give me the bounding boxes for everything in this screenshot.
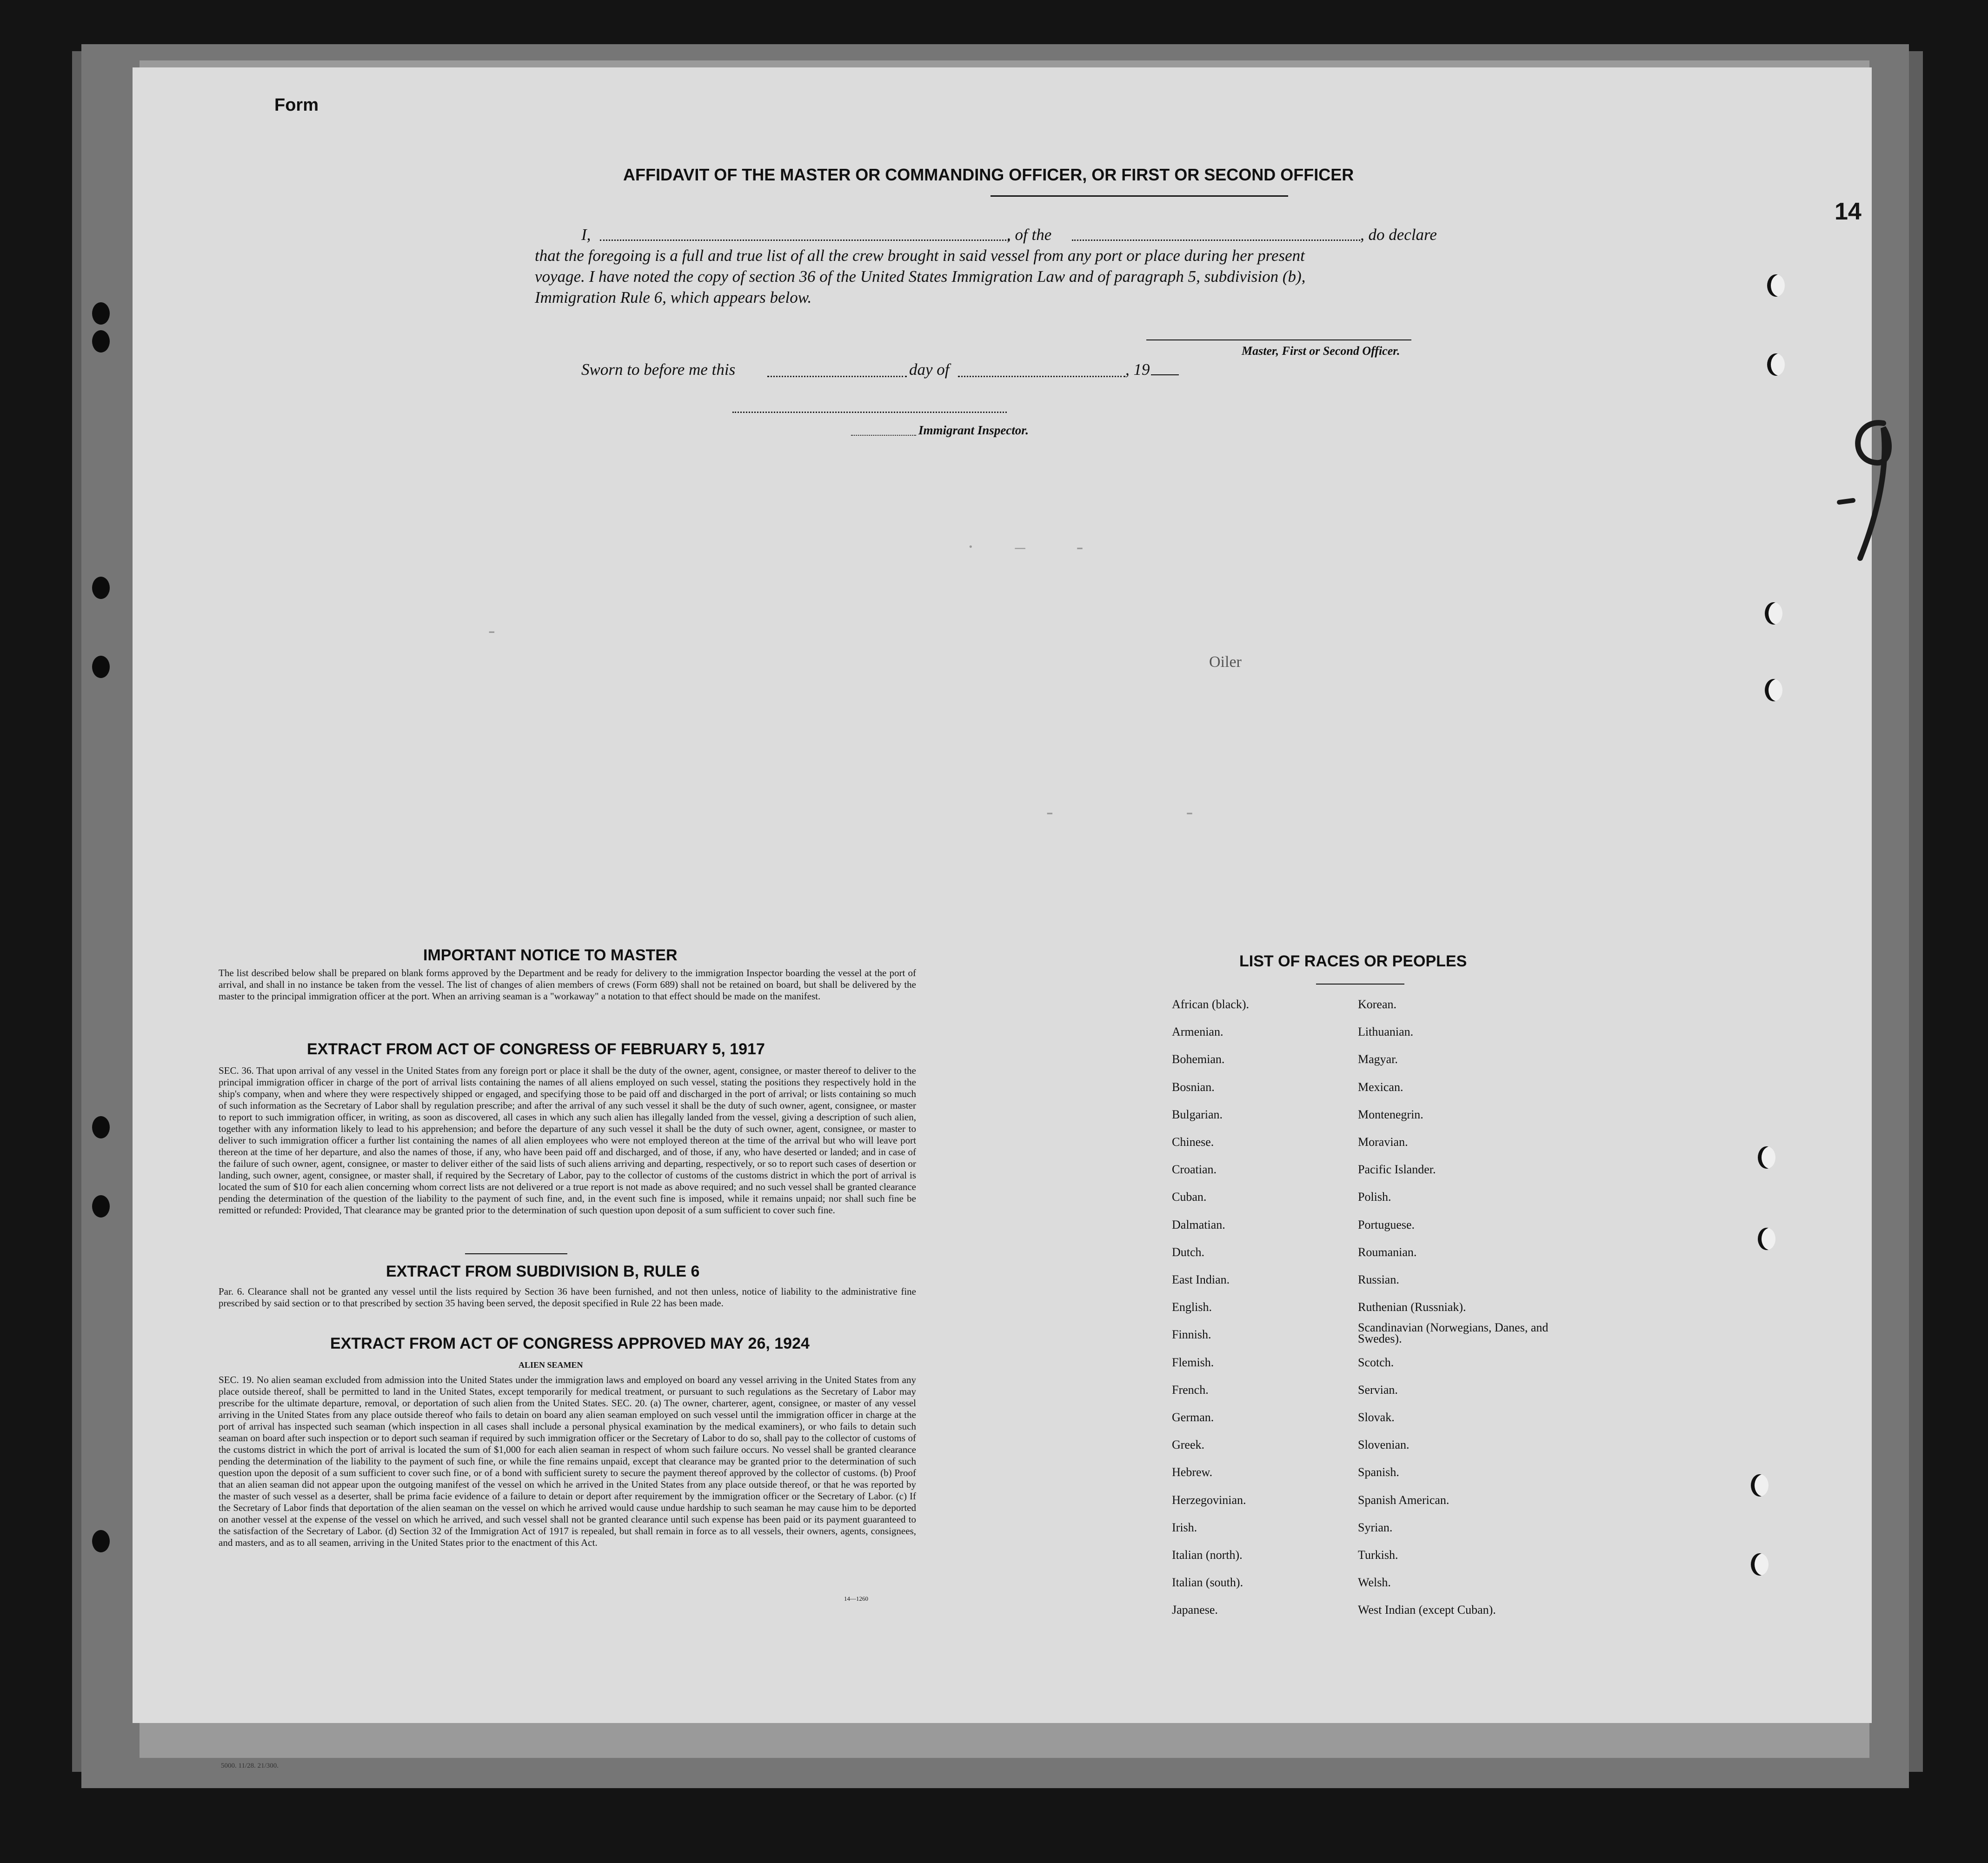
divider bbox=[1316, 984, 1404, 985]
race-item: Montenegrin. bbox=[1358, 1107, 1423, 1121]
race-item: East Indian. bbox=[1172, 1273, 1230, 1286]
punch-hole bbox=[1765, 602, 1782, 625]
extract-1917-title: EXTRACT FROM ACT OF CONGRESS OF FEBRUARY 5, 1917 bbox=[307, 1040, 765, 1058]
race-item: Syrian. bbox=[1358, 1520, 1393, 1534]
race-item: Greek. bbox=[1172, 1438, 1205, 1452]
form-label: Form bbox=[274, 95, 319, 115]
vessel-blank bbox=[1072, 240, 1360, 241]
year-blank bbox=[1151, 374, 1179, 375]
divider bbox=[991, 195, 1288, 197]
affidavit-line1-b: , of the bbox=[1007, 226, 1052, 244]
race-item: Ruthenian (Russniak). bbox=[1358, 1300, 1466, 1314]
race-item: Italian (north). bbox=[1172, 1548, 1243, 1562]
race-item: Polish. bbox=[1358, 1190, 1391, 1204]
race-item: Korean. bbox=[1358, 998, 1397, 1011]
race-item: Croatian. bbox=[1172, 1163, 1217, 1177]
sworn-text-a: Sworn to before me this bbox=[581, 360, 736, 379]
extract-1924-subtitle: ALIEN SEAMEN bbox=[519, 1360, 583, 1370]
race-item: Spanish. bbox=[1358, 1465, 1399, 1479]
month-blank bbox=[958, 376, 1125, 377]
binder-hole bbox=[92, 577, 110, 599]
race-item: Italian (south). bbox=[1172, 1576, 1243, 1590]
race-item: Scotch. bbox=[1358, 1355, 1394, 1369]
extract-rule6-title: EXTRACT FROM SUBDIVISION B, RULE 6 bbox=[386, 1263, 700, 1280]
extract-rule6-body: Par. 6. Clearance shall not be granted any vessel until the lists required by Section 36 have been furnished, and not then unless, notice of liability to the administrative fine prescribed by said section or to that prescribed by section 35 having been served, the deposit specified in Rule 22 has been made. bbox=[219, 1286, 916, 1309]
race-item: Roumanian. bbox=[1358, 1245, 1417, 1259]
notice-body: The list described below shall be prepared on blank forms approved by the Department and be ready for delivery to the immigration Inspector boarding the vessel at the port of arrival, and shall in no instance be taken from the vessel. The list of changes of alien members of crews (Form 689) shall not be retained on board, but shall be delivered by the master to the principal immigration officer at the port. When an arriving seaman is a "workaway" a notation to that effect should be made on the manifest. bbox=[219, 967, 916, 1002]
page-number: 14 bbox=[1835, 198, 1862, 225]
extract-1924-body: SEC. 19. No alien seaman excluded from admission into the United States under the immigration laws and employed on board any vessel arriving in the United States from any place outside thereof, shall be permitted to land in the United States, except temporarily for medical treatment, or pursuant to such regulations as the Secretary of Labor may prescribe for the ultimate departure, removal, or deportation of such alien from the United States. SEC. 20. (a) The owner, charterer, agent, consignee, or master of any vessel arriving in the United States from any place outside thereof who fails to detain on board any alien seaman employed on such vessel until the immigration officer in charge at the port of arrival has inspected such seaman (which inspection in all cases shall include a personal physical examination by the medical examiners), or who fails to detain such seaman on board after such inspection or to deport such seaman if required by such immigration officer or the Secretary of Labor to do so, shall pay to the collector of customs of the customs district in which the port of arrival is located the sum of $1,000 for each alien seaman in respect of whom such failure occurs. No vessel shall be granted clearance pending the determination of the liability to the payment of such fine, or while the fine remains unpaid, except that clearance may be granted prior to the determination of such question upon the deposit of a sum sufficient to cover such fine, or of a bond with sufficient surety to secure the payment thereof approved by the collector of customs. (b) Proof that an alien seaman did not appear upon the outgoing manifest of the vessel on which he arrived in the United States from any place outside thereof, or that he was reported by the master of such vessel as a deserter, shall be prima facie evidence of a failure to detain or deport after requirement by the immigration officer or the Secretary of Labor. (c) If the Secretary of Labor finds that deportation of the alien seaman on the vessel on which he arrived would cause undue hardship to such seaman he may cause him to be deported on another vessel at the expense of the vessel on which he arrived, and such vessel shall not be granted clearance until such expense has been paid or its payment guaranteed to the satisfaction of the Secretary of Labor. (d) Section 32 of the Immigration Act of 1917 is repealed, but shall remain in force as to all vessels, their owners, agents, consignees, and masters, and as to all seamen, arriving in the United States prior to the enactment of this Act. bbox=[219, 1374, 916, 1548]
race-item: Russian. bbox=[1358, 1273, 1399, 1286]
race-item: Japanese. bbox=[1172, 1603, 1218, 1617]
binder-hole bbox=[92, 1116, 110, 1138]
handwritten-number bbox=[1835, 409, 1900, 563]
binder-hole bbox=[92, 1195, 110, 1218]
footer-print: 5000. 11/28. 21/300. bbox=[221, 1762, 279, 1770]
race-item: Mexican. bbox=[1358, 1080, 1403, 1094]
signature-caption: Master, First or Second Officer. bbox=[1242, 344, 1400, 358]
race-item: Welsh. bbox=[1358, 1576, 1391, 1590]
race-item: Moravian. bbox=[1358, 1135, 1408, 1149]
affidavit-line2: that the foregoing is a full and true list of all the crew brought in said vessel from any port or place during her present bbox=[535, 246, 1305, 265]
race-item: West Indian (except Cuban). bbox=[1358, 1603, 1496, 1617]
race-item: Dalmatian. bbox=[1172, 1218, 1225, 1231]
race-item: Armenian. bbox=[1172, 1025, 1223, 1039]
punch-hole bbox=[1751, 1553, 1769, 1576]
inspector-dots bbox=[851, 435, 916, 436]
sworn-text-b: day of bbox=[909, 360, 950, 379]
race-item: Slovenian. bbox=[1358, 1438, 1410, 1452]
race-item: Dutch. bbox=[1172, 1245, 1205, 1259]
affidavit-line4: Immigration Rule 6, which appears below. bbox=[535, 288, 812, 306]
punch-hole bbox=[1767, 274, 1785, 297]
bleed-through: · – - bbox=[967, 535, 1084, 558]
race-item: Herzegovinian. bbox=[1172, 1493, 1246, 1507]
binder-hole bbox=[92, 656, 110, 678]
inspector-caption: Immigrant Inspector. bbox=[918, 423, 1029, 437]
name-blank bbox=[600, 240, 1009, 241]
notice-title: IMPORTANT NOTICE TO MASTER bbox=[423, 946, 678, 964]
signature-line bbox=[1146, 339, 1411, 340]
affidavit-line3: voyage. I have noted the copy of section 36 of the United States Immigration Law and of paragraph 5, subdivision (b), bbox=[535, 267, 1306, 286]
binder-hole bbox=[92, 330, 110, 353]
punch-hole bbox=[1767, 353, 1785, 376]
race-item: Portuguese. bbox=[1358, 1218, 1415, 1231]
date-blank bbox=[767, 376, 907, 377]
race-item: Bulgarian. bbox=[1172, 1107, 1223, 1121]
punch-hole bbox=[1758, 1228, 1775, 1250]
race-item: Slovak. bbox=[1358, 1411, 1395, 1424]
affidavit-line1-c: , do declare bbox=[1360, 226, 1437, 244]
divider bbox=[465, 1253, 567, 1254]
extract-1924-title: EXTRACT FROM ACT OF CONGRESS APPROVED MAY 26, 1924 bbox=[330, 1335, 810, 1352]
race-item: African (black). bbox=[1172, 998, 1250, 1011]
inspector-signature-line bbox=[732, 412, 1007, 413]
race-item: French. bbox=[1172, 1383, 1209, 1397]
race-item: Scandinavian (Norwegians, Danes, and Swedes). bbox=[1358, 1321, 1549, 1346]
race-item: Hebrew. bbox=[1172, 1465, 1213, 1479]
race-item: Finnish. bbox=[1172, 1328, 1211, 1342]
race-item: Irish. bbox=[1172, 1520, 1197, 1534]
form-code: 14—1260 bbox=[844, 1595, 868, 1602]
races-title: LIST OF RACES OR PEOPLES bbox=[1239, 952, 1467, 970]
race-item: Cuban. bbox=[1172, 1190, 1207, 1204]
bleed-through: - - bbox=[1046, 800, 1193, 823]
extract-1917-body: SEC. 36. That upon arrival of any vessel in the United States from any foreign port or place it shall be the duty of the owner, agent, consignee, or master thereof to deliver to the principal immigration officer in charge of the port of arrival lists containing the names of all aliens employed on such vessel, stating the positions they respectively hold in the ship's company, when and where they were respectively shipped or engaged, and specifying those to be paid off and discharged in the port of arrival; or lists containing so much of such information as the Secretary of Labor shall by regulation prescribe; and after the arrival of any such vessel it shall be the duty of such owner, agent, consignee, or master to report to such immigration officer, in writing, as soon as discovered, all cases in which any such alien has illegally landed from the vessel, giving a description of such alien, together with any information likely to lead to his apprehension; and before the departure of any such vessel it shall be the duty of such owner, agent, consignee, or master to deliver to such immigration officer a further list containing the names of all alien employees who were not employed thereon at the time of the arrival but who will leave port thereon at the time of her departure, and also the names of those, if any, who have been paid off and discharged, and of those, if any, who have deserted or landed; and in case of the failure of such owner, agent, consignee, or master to deliver either of the said lists of such aliens arriving and departing, respectively, or so to report such cases of desertion or landing, such owner, agent, consignee, or master shall, if required by the Secretary of Labor, pay to the collector of customs of the customs district in which the port of arrival is located the sum of $10 for each alien concerning whom correct lists are not delivered or a true report is not made as above required; and no such vessel shall be granted clearance pending the determination of the question of the liability to the payment of such fine, and, in the event such fine is imposed, while it remains unpaid; nor shall such fine be remitted or refunded: Provided, That clearance may be granted prior to the determination of such question upon deposit of a sum sufficient to cover such fine. bbox=[219, 1065, 916, 1216]
race-item: English. bbox=[1172, 1300, 1212, 1314]
race-item: Spanish American. bbox=[1358, 1493, 1449, 1507]
binder-hole bbox=[92, 1530, 110, 1552]
race-item: Magyar. bbox=[1358, 1052, 1398, 1066]
race-item: Pacific Islander. bbox=[1358, 1163, 1436, 1177]
punch-hole bbox=[1765, 679, 1782, 701]
race-item: Bosnian. bbox=[1172, 1080, 1215, 1094]
race-item: Turkish. bbox=[1358, 1548, 1398, 1562]
punch-hole bbox=[1751, 1474, 1769, 1497]
bleed-through: Oiler bbox=[1209, 653, 1242, 671]
sworn-text-c: , 19 bbox=[1125, 360, 1150, 379]
affidavit-line1-a: I, bbox=[581, 226, 591, 244]
race-item: Bohemian. bbox=[1172, 1052, 1225, 1066]
race-item: German. bbox=[1172, 1411, 1214, 1424]
race-item: Servian. bbox=[1358, 1383, 1398, 1397]
binder-hole bbox=[92, 302, 110, 325]
race-item: Flemish. bbox=[1172, 1355, 1214, 1369]
race-item: Lithuanian. bbox=[1358, 1025, 1414, 1039]
race-item: Chinese. bbox=[1172, 1135, 1214, 1149]
bleed-through: - bbox=[488, 619, 495, 642]
punch-hole bbox=[1758, 1146, 1775, 1169]
affidavit-title: AFFIDAVIT OF THE MASTER OR COMMANDING OFFICER, OR FIRST OR SECOND OFFICER bbox=[623, 165, 1354, 184]
